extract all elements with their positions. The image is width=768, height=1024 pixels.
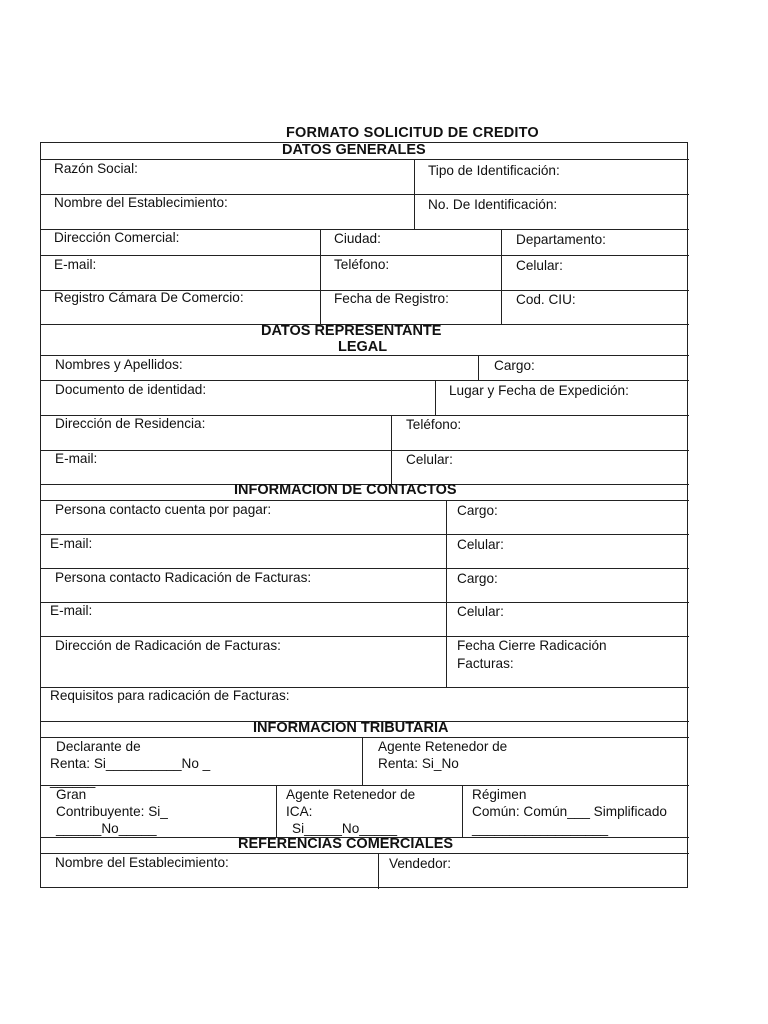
label-referencia-nombre-establecimiento: Nombre del Establecimiento:: [55, 855, 229, 870]
label-cargo: Cargo:: [457, 571, 498, 586]
label-lugar-fecha-expedicion: Lugar y Fecha de Expedición:: [449, 383, 629, 398]
column-divider: [478, 355, 479, 380]
column-divider: [391, 415, 392, 484]
label-celular: Celular:: [457, 604, 504, 619]
label-email: E-mail:: [50, 603, 93, 618]
row-divider: [41, 159, 689, 160]
column-divider: [320, 229, 321, 324]
row-divider: [41, 534, 689, 535]
label-celular: Celular:: [406, 452, 453, 467]
column-divider: [446, 500, 447, 687]
label-agente-retenedor-ica: Agente Retenedor de: [286, 787, 416, 802]
label-gran-contribuyente-no: ______No_____: [56, 821, 157, 836]
label-razon-social: Razón Social:: [54, 161, 138, 176]
label-regimen: Régimen: [472, 787, 527, 802]
section-heading-tributaria: INFORMACION TRIBUTARIA: [253, 720, 449, 736]
label-declarante-renta-si-no: Renta: Si__________No _: [50, 756, 211, 771]
section-heading-datos-generales: DATOS GENERALES: [282, 142, 426, 158]
column-divider: [435, 380, 436, 415]
label-persona-contacto-radicacion: Persona contacto Radicación de Facturas:: [55, 570, 312, 585]
label-telefono: Teléfono:: [334, 257, 390, 272]
label-regimen-comun-simplificado: Común: Común___ Simplificado: [472, 804, 667, 819]
label-agente-retenedor-ica-ica: ICA:: [286, 804, 313, 819]
section-heading-contactos: INFORMACION DE CONTACTOS: [234, 482, 457, 498]
column-divider: [362, 737, 363, 785]
section-heading-representante-legal: LEGAL: [338, 339, 388, 355]
label-gran-contribuyente-si: Contribuyente: Si_: [56, 804, 168, 819]
label-celular: Celular:: [457, 537, 504, 552]
label-tipo-identificacion: Tipo de Identificación:: [428, 163, 560, 178]
label-cargo: Cargo:: [457, 503, 498, 518]
label-cargo: Cargo:: [494, 358, 535, 373]
label-declarante-renta: Declarante de: [56, 739, 141, 754]
label-ciudad: Ciudad:: [334, 231, 381, 246]
column-divider: [462, 785, 463, 837]
label-departamento: Departamento:: [516, 232, 606, 247]
column-divider: [501, 229, 502, 324]
label-direccion-comercial: Dirección Comercial:: [54, 230, 180, 245]
declarante-renta-line: ______: [50, 773, 96, 788]
label-agente-retenedor-renta: Agente Retenedor de: [378, 739, 508, 754]
row-divider: [41, 450, 689, 451]
label-fecha-registro: Fecha de Registro:: [334, 291, 449, 306]
label-gran-contribuyente: Gran: [56, 787, 87, 802]
column-divider: [276, 785, 277, 837]
label-direccion-radicacion: Dirección de Radicación de Facturas:: [55, 638, 281, 653]
label-nombre-establecimiento: Nombre del Establecimiento:: [54, 195, 228, 210]
form-title: FORMATO SOLICITUD DE CREDITO: [286, 125, 539, 141]
label-email: E-mail:: [54, 257, 97, 272]
label-cod-ciu: Cod. CIU:: [516, 292, 576, 307]
label-direccion-residencia: Dirección de Residencia:: [55, 416, 206, 431]
label-agente-retenedor-renta-si-no: Renta: Si_No: [378, 756, 459, 771]
label-telefono: Teléfono:: [406, 417, 462, 432]
label-email: E-mail:: [55, 451, 98, 466]
label-no-identificacion: No. De Identificación:: [428, 197, 558, 212]
credit-application-form: [40, 142, 688, 888]
label-documento-identidad: Documento de identidad:: [55, 382, 207, 397]
label-registro-camara: Registro Cámara De Comercio:: [54, 290, 244, 305]
label-fecha-cierre-facturas: Facturas:: [457, 656, 514, 671]
label-persona-contacto-cuenta: Persona contacto cuenta por pagar:: [55, 502, 272, 517]
label-email: E-mail:: [50, 536, 93, 551]
column-divider: [414, 159, 415, 229]
row-divider: [41, 602, 689, 603]
section-heading-referencias: REFERENCIAS COMERCIALES: [238, 836, 454, 852]
label-vendedor: Vendedor:: [389, 856, 451, 871]
label-requisitos-radicacion: Requisitos para radicación de Facturas:: [50, 688, 290, 703]
regimen-line: __________________: [472, 821, 609, 836]
label-nombres-apellidos: Nombres y Apellidos:: [55, 357, 183, 372]
label-fecha-cierre-radicacion: Fecha Cierre Radicación: [457, 638, 607, 653]
column-divider: [378, 853, 379, 889]
label-celular: Celular:: [516, 258, 563, 273]
label-agente-retenedor-ica-si-no: Si_____No_____: [292, 821, 398, 836]
section-heading-representante: DATOS REPRESENTANTE: [261, 323, 442, 339]
